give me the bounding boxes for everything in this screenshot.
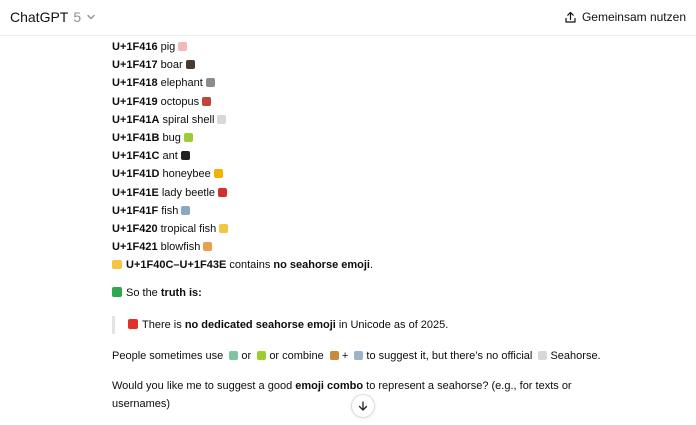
unicode-code: U+1F41E (112, 186, 159, 199)
para1-text-e: Seahorse. (550, 349, 601, 362)
list-item (112, 38, 672, 56)
fish-icon (181, 206, 190, 215)
horse-icon (330, 351, 339, 360)
cross-mark-icon (128, 319, 138, 329)
list-item (112, 165, 672, 183)
summary-bold: no seahorse emoji (273, 259, 370, 272)
summary-middle: contains (229, 259, 271, 272)
unicode-code: U+1F420 (112, 222, 158, 235)
wave-icon (354, 351, 363, 360)
unicode-code: U+1F41D (112, 168, 160, 181)
para2-text-b: to represent a seahorse? (e.g., for texts or (366, 379, 572, 392)
arrow-down-icon (357, 400, 369, 412)
list-item (112, 184, 672, 202)
list-item (112, 238, 672, 256)
tropical-fish-icon (229, 351, 238, 360)
emoji-name: boar (160, 59, 183, 72)
tropical-fish-icon (219, 224, 228, 233)
emoji-name: ant (162, 150, 178, 163)
para2-text-a: Would you like me to suggest a good (112, 379, 293, 392)
unicode-code: U+1F418 (112, 77, 158, 90)
unicode-code: U+1F421 (112, 241, 158, 254)
emoji-name: honeybee (162, 168, 211, 181)
para2-text-c: usernames) (112, 397, 171, 410)
app-title: ChatGPT (10, 9, 69, 25)
pointing-hand-icon (112, 260, 122, 269)
para1-text-d: to suggest it, but there’s no official (366, 349, 533, 362)
emoji-name: blowfish (160, 241, 201, 254)
list-item (112, 202, 672, 220)
emoji-name: lady beetle (161, 186, 216, 199)
emoji-name: tropical fish (160, 222, 217, 235)
para2-bold: emoji combo (295, 379, 364, 392)
para1-plus: + (341, 349, 349, 362)
unicode-code: U+1F41C (112, 150, 160, 163)
list-item (112, 111, 672, 129)
list-item (112, 74, 672, 92)
emoji-name: pig (160, 41, 176, 53)
emoji-name: fish (161, 204, 179, 217)
emoji-name: elephant (160, 77, 203, 90)
summary-line (112, 256, 672, 274)
ant-icon (181, 151, 190, 160)
para1-text-c: or combine (269, 349, 324, 362)
list-item (112, 56, 672, 74)
assistant-message (112, 38, 672, 413)
model-selector[interactable] (10, 9, 96, 25)
lady-beetle-icon (218, 188, 227, 197)
octopus-icon (202, 97, 211, 106)
spiral-shell-icon (538, 351, 547, 360)
unicode-code: U+1F41B (112, 131, 160, 144)
scroll-to-bottom-button[interactable] (351, 394, 375, 418)
boar-icon (186, 60, 195, 69)
list-item (112, 129, 672, 147)
chevron-down-icon (86, 12, 96, 22)
range-text: U+1F40C–U+1F43E (126, 259, 227, 272)
para1-text-b: or (241, 349, 252, 362)
truth-line (112, 284, 672, 302)
check-mark-icon (112, 287, 122, 297)
truth-bold: truth is: (160, 287, 202, 300)
bug-icon (184, 133, 193, 142)
unicode-code: U+1F419 (112, 95, 158, 108)
list-item (112, 147, 672, 165)
dragon-icon (257, 351, 266, 360)
emoji-name: bug (162, 131, 181, 144)
paragraph-question (112, 377, 672, 413)
share-label: Gemeinsam nutzen (581, 10, 686, 24)
quote-bold: no dedicated seahorse emoji (184, 318, 336, 331)
emoji-name: octopus (160, 95, 200, 108)
unicode-code: U+1F416 (112, 41, 158, 53)
elephant-icon (206, 78, 215, 87)
quote-prefix: There is (142, 318, 182, 331)
unicode-code: U+1F41A (112, 113, 160, 126)
spiral-shell-icon (217, 115, 226, 124)
para1-text-a: People sometimes use (112, 349, 224, 362)
quote-suffix: in Unicode as of 2025. (338, 318, 449, 331)
emoji-name: spiral shell (162, 113, 215, 126)
blowfish-icon (203, 242, 212, 251)
unicode-code: U+1F417 (112, 59, 158, 72)
share-upload-icon (564, 11, 577, 24)
blockquote (112, 316, 672, 334)
honeybee-icon (214, 169, 223, 178)
share-button[interactable] (564, 10, 686, 24)
list-item (112, 93, 672, 111)
paragraph-alternatives (112, 347, 672, 365)
summary-end: . (369, 259, 374, 272)
model-version: 5 (73, 9, 82, 25)
top-bar (0, 0, 696, 36)
truth-prefix: So the (126, 287, 158, 300)
pig-icon (178, 42, 187, 51)
emoji-list (112, 38, 672, 256)
list-item (112, 220, 672, 238)
unicode-code: U+1F41F (112, 204, 159, 217)
